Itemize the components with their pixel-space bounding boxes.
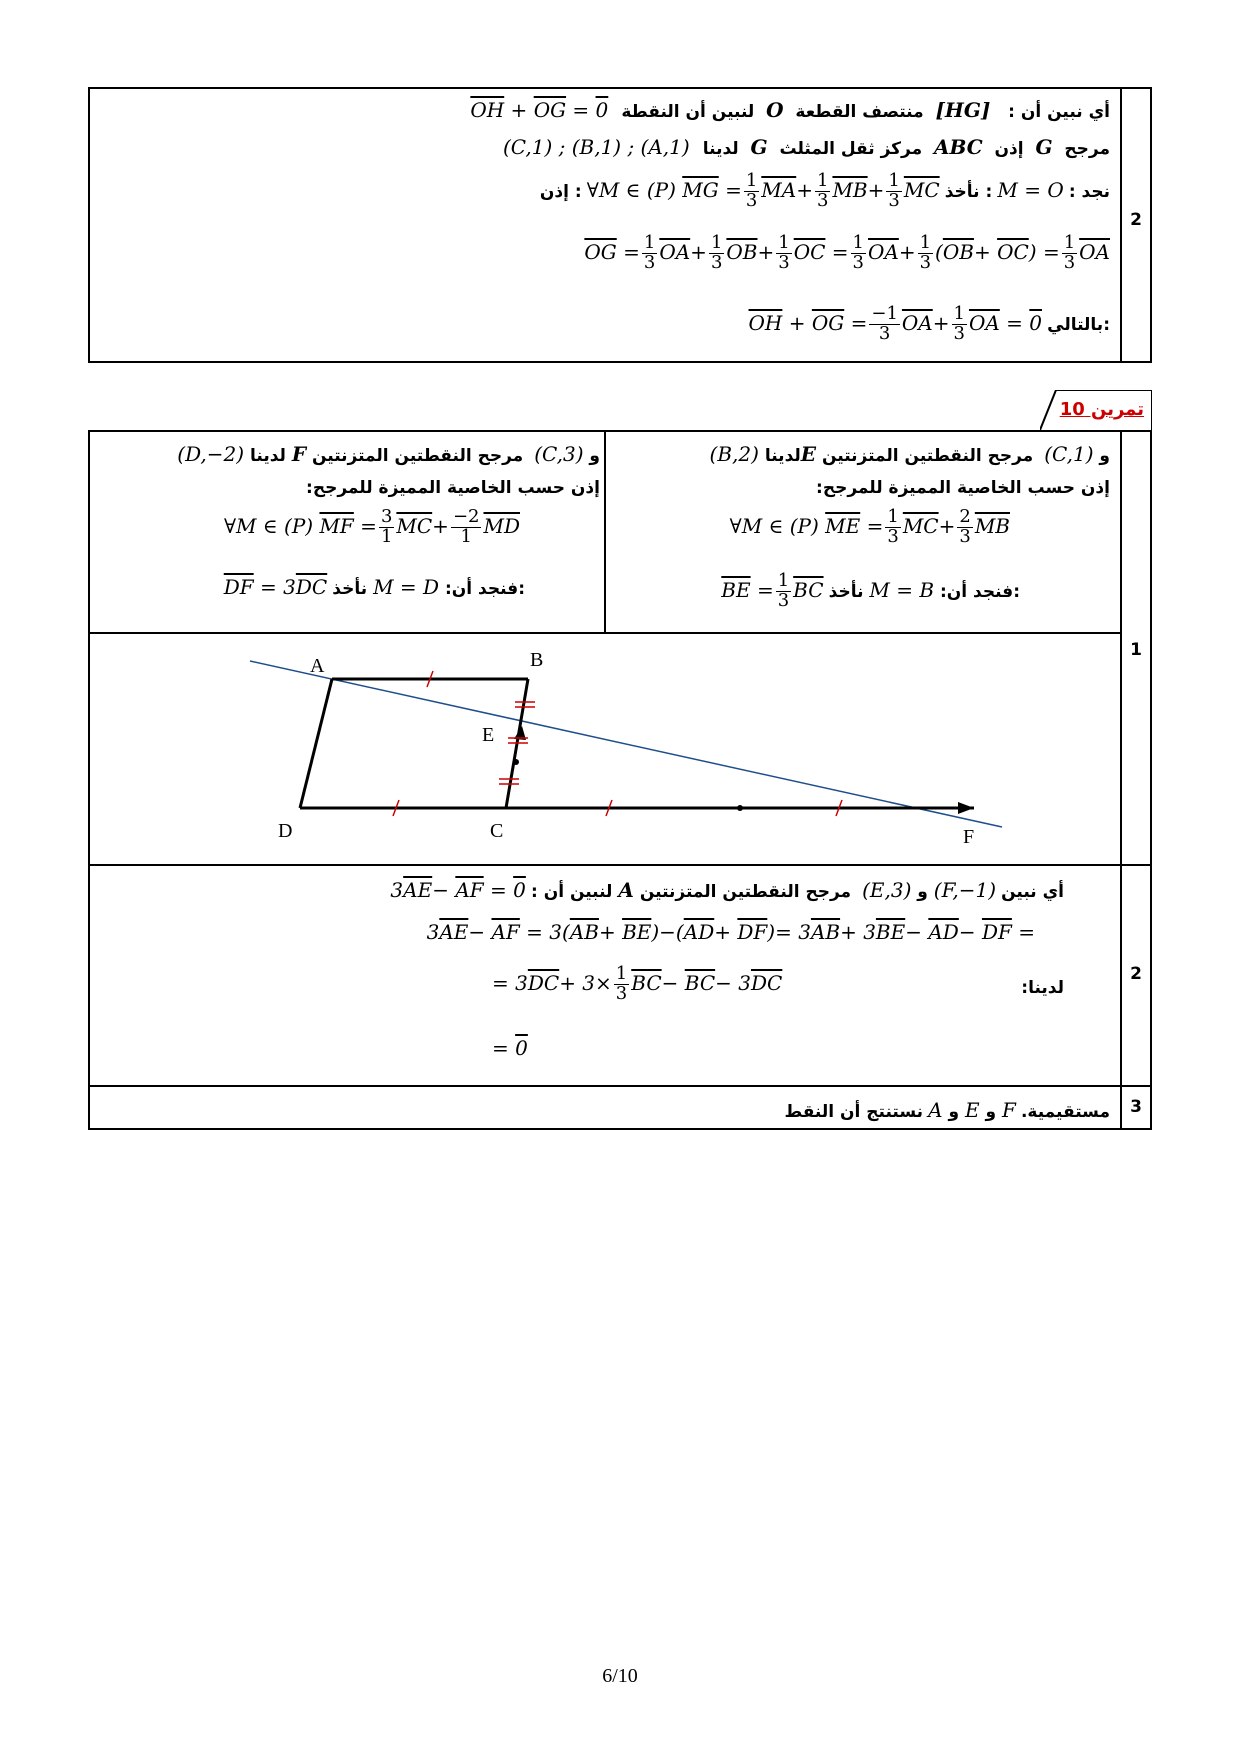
exercise-title: تمرين 10	[1059, 399, 1144, 420]
q3-number: 3	[1130, 1097, 1142, 1117]
segment-AD	[300, 679, 332, 808]
label-C: C	[490, 820, 504, 842]
label-F: F	[963, 826, 975, 848]
top-line-2: (C,1) ; (B,1) ; (A,1) مرجح G إذن ABC مركز ثقل المثلث G لدينا	[502, 135, 1110, 159]
q2-label: لدينا:	[1021, 978, 1064, 998]
top-line-5: $\overline{OH} + \overline{OG}$ = $\frac{-1}{3}$ $\overline{OA}+$ $\frac{1}{3}$ $\overline{OA} = 0$ بالتالي:	[748, 303, 1110, 344]
q1-left-formula: ∀M ∈ (P) $\overline{MF}$ = $\frac{3}{1}$ $\overline{MC}+$ $\frac{-2}{1}$ $\overline{MD}$	[223, 506, 520, 547]
q1-middle-divider	[604, 430, 606, 632]
point-mid-DF	[737, 805, 743, 811]
q1-left-line-4: $\overline{DF} = 3\overline{DC}$ فنجد أن: M = D نأخذ:	[223, 575, 525, 599]
arrow-F	[958, 802, 974, 814]
q2-eq-1: $3\overline{AE}- \overline{AF} = 3(\overline{AB}+ \overline{BE})-(\overline{AD}+ \overline{DF})= 3\overline{AB}+ 3\overline{BE}- \overline{AD}- \overline{DF}$ =	[426, 920, 1035, 944]
q1-right-line-4: $\overline{BE}$ = $\frac{1}{3}$ $\overline{BC}$ فنجد أن: M = B نأخذ:	[721, 570, 1020, 611]
page-number: 6/10	[602, 1665, 638, 1687]
label-D: D	[278, 820, 293, 842]
label-B: B	[530, 649, 544, 671]
label-A: A	[310, 655, 325, 677]
number-divider	[1120, 430, 1122, 1130]
exercise-title-tab	[1040, 390, 1152, 430]
q1-bottom	[88, 864, 1152, 866]
label-E: E	[482, 724, 495, 746]
top-line-1: $\overline{OH} + \overline{OG} = 0$ أي نبين أن : [HG] منتصف القطعة O لنبين أن النقطة	[470, 98, 1110, 122]
q1-right-formula: ∀M ∈ (P) $\overline{ME}$ = $\frac{1}{3}$ $\overline{MC}+$ $\frac{2}{3}$ $\overline{MB}$	[729, 506, 1010, 547]
top-line-3: نجد : M = O : نأخذ ∀M ∈ (P) $\overline{MG}$ = $\frac{1}{3}$ $\overline{MA}+$ $\frac{1}{3}$ $\overline{MB}+$ $\frac{1}{3}$ $\overline{MC}$ : إذن	[539, 170, 1110, 211]
top-line-1-text: أي نبين أن : [HG] منتصف القطعة O لنبين أن النقطة	[621, 98, 1110, 122]
q2-eq-2: = $3\overline{DC}+ 3\times$ $\frac{1}{3}$ $\overline{BC}- \overline{BC}- 3\overline{DC}$	[492, 963, 783, 1004]
q2-line-1: $3\overline{AE}- \overline{AF} = 0$ : أي نبين (F,−1) و (E,3) مرجح النقطتين المتزنتين A لنبين أن	[390, 878, 1064, 902]
q1-figure	[90, 634, 1120, 864]
question-number: 2	[1130, 210, 1142, 230]
line-AEF	[250, 661, 1002, 827]
q2-bottom	[88, 1085, 1152, 1087]
q1-left-line-1: (D,−2) و (C,3) مرجح النقطتين المتزنتين F لدينا	[177, 442, 600, 466]
q1-left-line-2: إذن حسب الخاصية المميزة للمرجح:	[306, 478, 600, 498]
q2-eq-3: = 0	[492, 1036, 528, 1060]
point-mid-BC	[513, 759, 519, 765]
q2-number: 2	[1130, 964, 1142, 984]
q1-right-line-1: (B,2) و (C,1) مرجح النقطتين المتزنتين Eلدينا	[709, 442, 1110, 466]
q1-number: 1	[1130, 640, 1142, 660]
top-line-4: $\overline{OG}$ = $\frac{1}{3}$ $\overline{OA}+$ $\frac{1}{3}$ $\overline{OB}+$ $\frac{1}{3}$ $\overline{OC}$ = $\frac{1}{3}$ $\overline{OA}+$ $\frac{1}{3}$ $(\overline{OB}+ \overline{OC})$ = $\frac{1}{3}$ $\overline{OA}$	[584, 232, 1110, 273]
q1-right-line-2: إذن حسب الخاصية المميزة للمرجح:	[816, 478, 1110, 498]
q3-text: مستقيمية. F و E و A نستنتج أن النقط	[784, 1098, 1110, 1122]
